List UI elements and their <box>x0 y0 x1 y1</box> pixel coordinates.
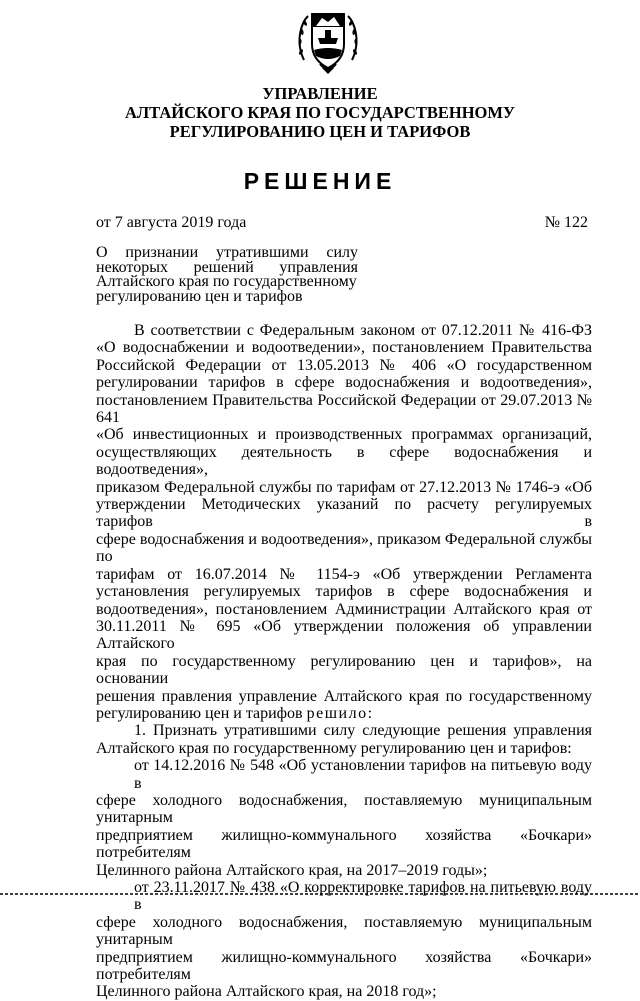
body-line: установления регулируемых тарифов в сфере водоснабжения и <box>96 583 592 601</box>
subject-line: Алтайского края по государственному <box>96 273 357 290</box>
document-subject <box>96 246 358 304</box>
document-title: РЕШЕНИЕ <box>243 168 397 194</box>
repealed-decision-line: предприятием жилищно-коммунального хозяйства «Бочкари» потребителям <box>96 948 592 984</box>
document-number: № 122 <box>544 214 588 231</box>
subject-line: О признании утратившими силу <box>96 244 358 261</box>
repealed-decision-line: сфере холодного водоснабжения, поставляемую муниципальным унитарным <box>96 791 592 827</box>
repealed-decision-line: от 14.12.2016 № 548 «Об установлении тарифов на питьевую воду в <box>134 757 592 792</box>
repealed-decision-line: сфере холодного водоснабжения, поставляемую муниципальным унитарным <box>96 913 592 949</box>
repealed-decision-line: предприятием жилищно-коммунального хозяйства «Бочкари» потребителям <box>96 826 592 862</box>
org-line-2: АЛТАЙСКОГО КРАЯ ПО ГОСУДАРСТВЕННОМУ <box>124 103 516 122</box>
subject-line: регулированию цен и тарифов <box>96 287 303 305</box>
document-body <box>96 322 592 1001</box>
body-line: 30.11.2011 № 695 «Об утверждении положения об управлении Алтайского <box>96 617 592 653</box>
item-1-line: 1. Признать утратившими силу следующие решения управления <box>134 722 592 740</box>
organization-name <box>0 84 640 141</box>
decision-suffix: : <box>367 704 373 722</box>
scan-edge-divider <box>0 892 640 896</box>
body-line: «О водоснабжении и водоотведении», постановлением Правительства <box>96 339 592 357</box>
body-line: постановлением Правительства Российской Федерации от 29.07.2013 № 641 <box>96 391 592 427</box>
coat-of-arms-icon <box>294 8 362 78</box>
repealed-decision-line: Целинного района Алтайского края, на 2017–2019 годы»; <box>96 861 488 879</box>
document-date: от 7 августа 2019 года <box>96 214 247 231</box>
body-line: сфере водоснабжения и водоотведения», приказом Федеральной службы по <box>96 530 592 566</box>
body-line: «Об инвестиционных и производственных программах организаций, <box>96 426 592 444</box>
decision-word: решило <box>306 704 368 722</box>
decision-line <box>96 705 592 722</box>
repealed-decision-line: от 23.11.2017 № 438 «О корректировке тарифов на питьевую воду в <box>134 879 592 914</box>
body-line: приказом Федеральной службы по тарифам от 27.12.2013 № 1746-э «Об <box>96 478 592 496</box>
org-line-3: РЕГУЛИРОВАНИЮ ЦЕН И ТАРИФОВ <box>169 122 471 141</box>
body-line: тарифам от 16.07.2014 № 1154-э «Об утверждении Регламента <box>96 565 592 583</box>
item-1-line: Алтайского края по государственному регулированию цен и тарифов: <box>96 739 572 757</box>
body-line: решения правления управление Алтайского края по государственному <box>96 687 592 705</box>
body-line: Российской Федерации от 13.05.2013 № 406 «О государственном <box>96 356 592 374</box>
decision-prefix: регулированию цен и тарифов <box>96 704 307 722</box>
body-line: В соответствии с Федеральным законом от 07.12.2011 № 416-ФЗ <box>134 322 592 339</box>
body-line: водоотведения», постановлением Администрации Алтайского края от <box>96 600 592 618</box>
subject-line: некоторых решений управления <box>96 258 358 276</box>
body-line: регулировании тарифов в сфере водоснабжения и водоотведения», <box>96 374 592 392</box>
repealed-decision-line: Целинного района Алтайского края, на 2018 год»; <box>96 983 437 1001</box>
body-line: утверждении Методических указаний по расчету регулируемых тарифов в <box>96 496 592 531</box>
body-line: края по государственному регулированию цен и тарифов», на основании <box>96 652 592 688</box>
org-line-1: УПРАВЛЕНИЕ <box>262 84 378 103</box>
body-line: осуществляющих деятельность в сфере водоснабжения и водоотведения», <box>96 443 592 479</box>
